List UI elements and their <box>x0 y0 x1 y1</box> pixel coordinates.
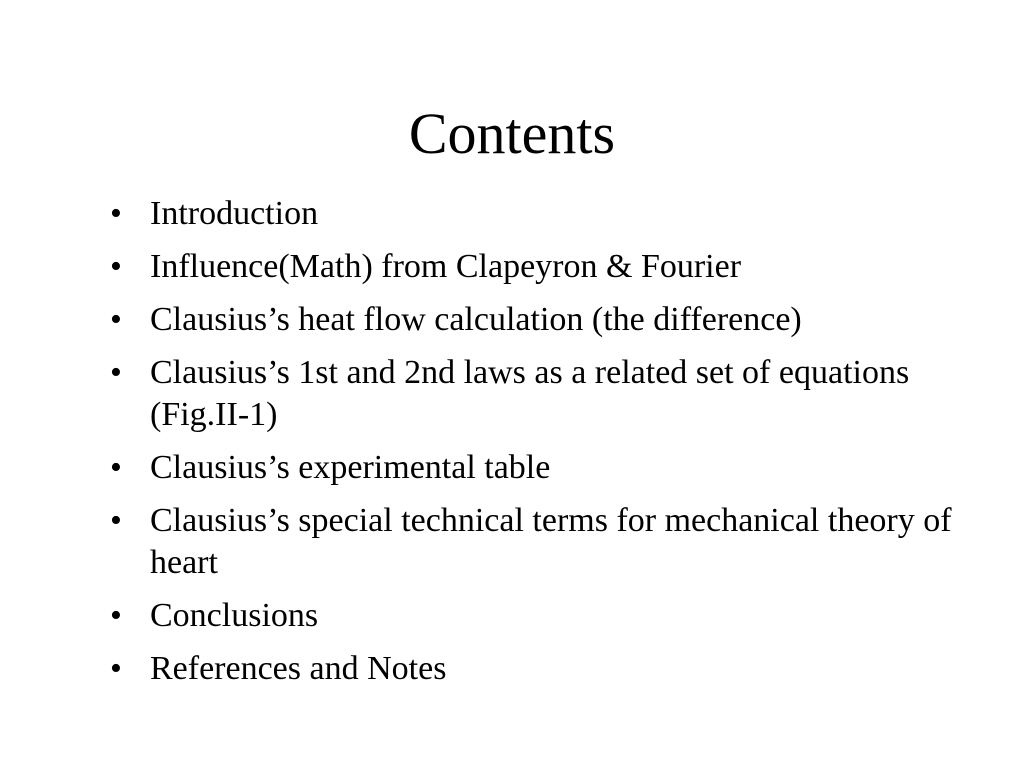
contents-list <box>110 193 960 701</box>
list-item-text: Influence(Math) from Clapeyron & Fourier <box>150 248 742 285</box>
list-item <box>110 299 960 341</box>
list-item <box>110 352 960 436</box>
list-item-text: Clausius’s heat flow calculation (the difference) <box>150 301 802 338</box>
bullet-icon: • <box>110 650 122 687</box>
bullet-icon: • <box>110 597 122 634</box>
list-item-text: Introduction <box>150 195 319 232</box>
list-item <box>110 193 960 235</box>
slide-title: Contents <box>408 101 616 166</box>
list-item-text: Clausius’s experimental table <box>150 449 551 486</box>
list-item-text: Clausius’s special technical terms for mechanical theory of heart <box>150 502 952 581</box>
bullet-icon: • <box>110 449 122 486</box>
list-item <box>110 447 960 489</box>
list-item-text: Conclusions <box>150 597 319 634</box>
bullet-icon: • <box>110 301 122 338</box>
bullet-icon: • <box>110 248 122 285</box>
list-item-text: References and Notes <box>150 650 447 687</box>
list-item <box>110 595 960 637</box>
list-item <box>110 648 960 690</box>
bullet-icon: • <box>110 195 122 232</box>
list-item-text: Clausius’s 1st and 2nd laws as a related set of equations (Fig.II-1) <box>150 354 910 433</box>
bullet-icon: • <box>110 354 122 391</box>
list-item <box>110 500 960 584</box>
bullet-icon: • <box>110 502 122 539</box>
list-item <box>110 246 960 288</box>
